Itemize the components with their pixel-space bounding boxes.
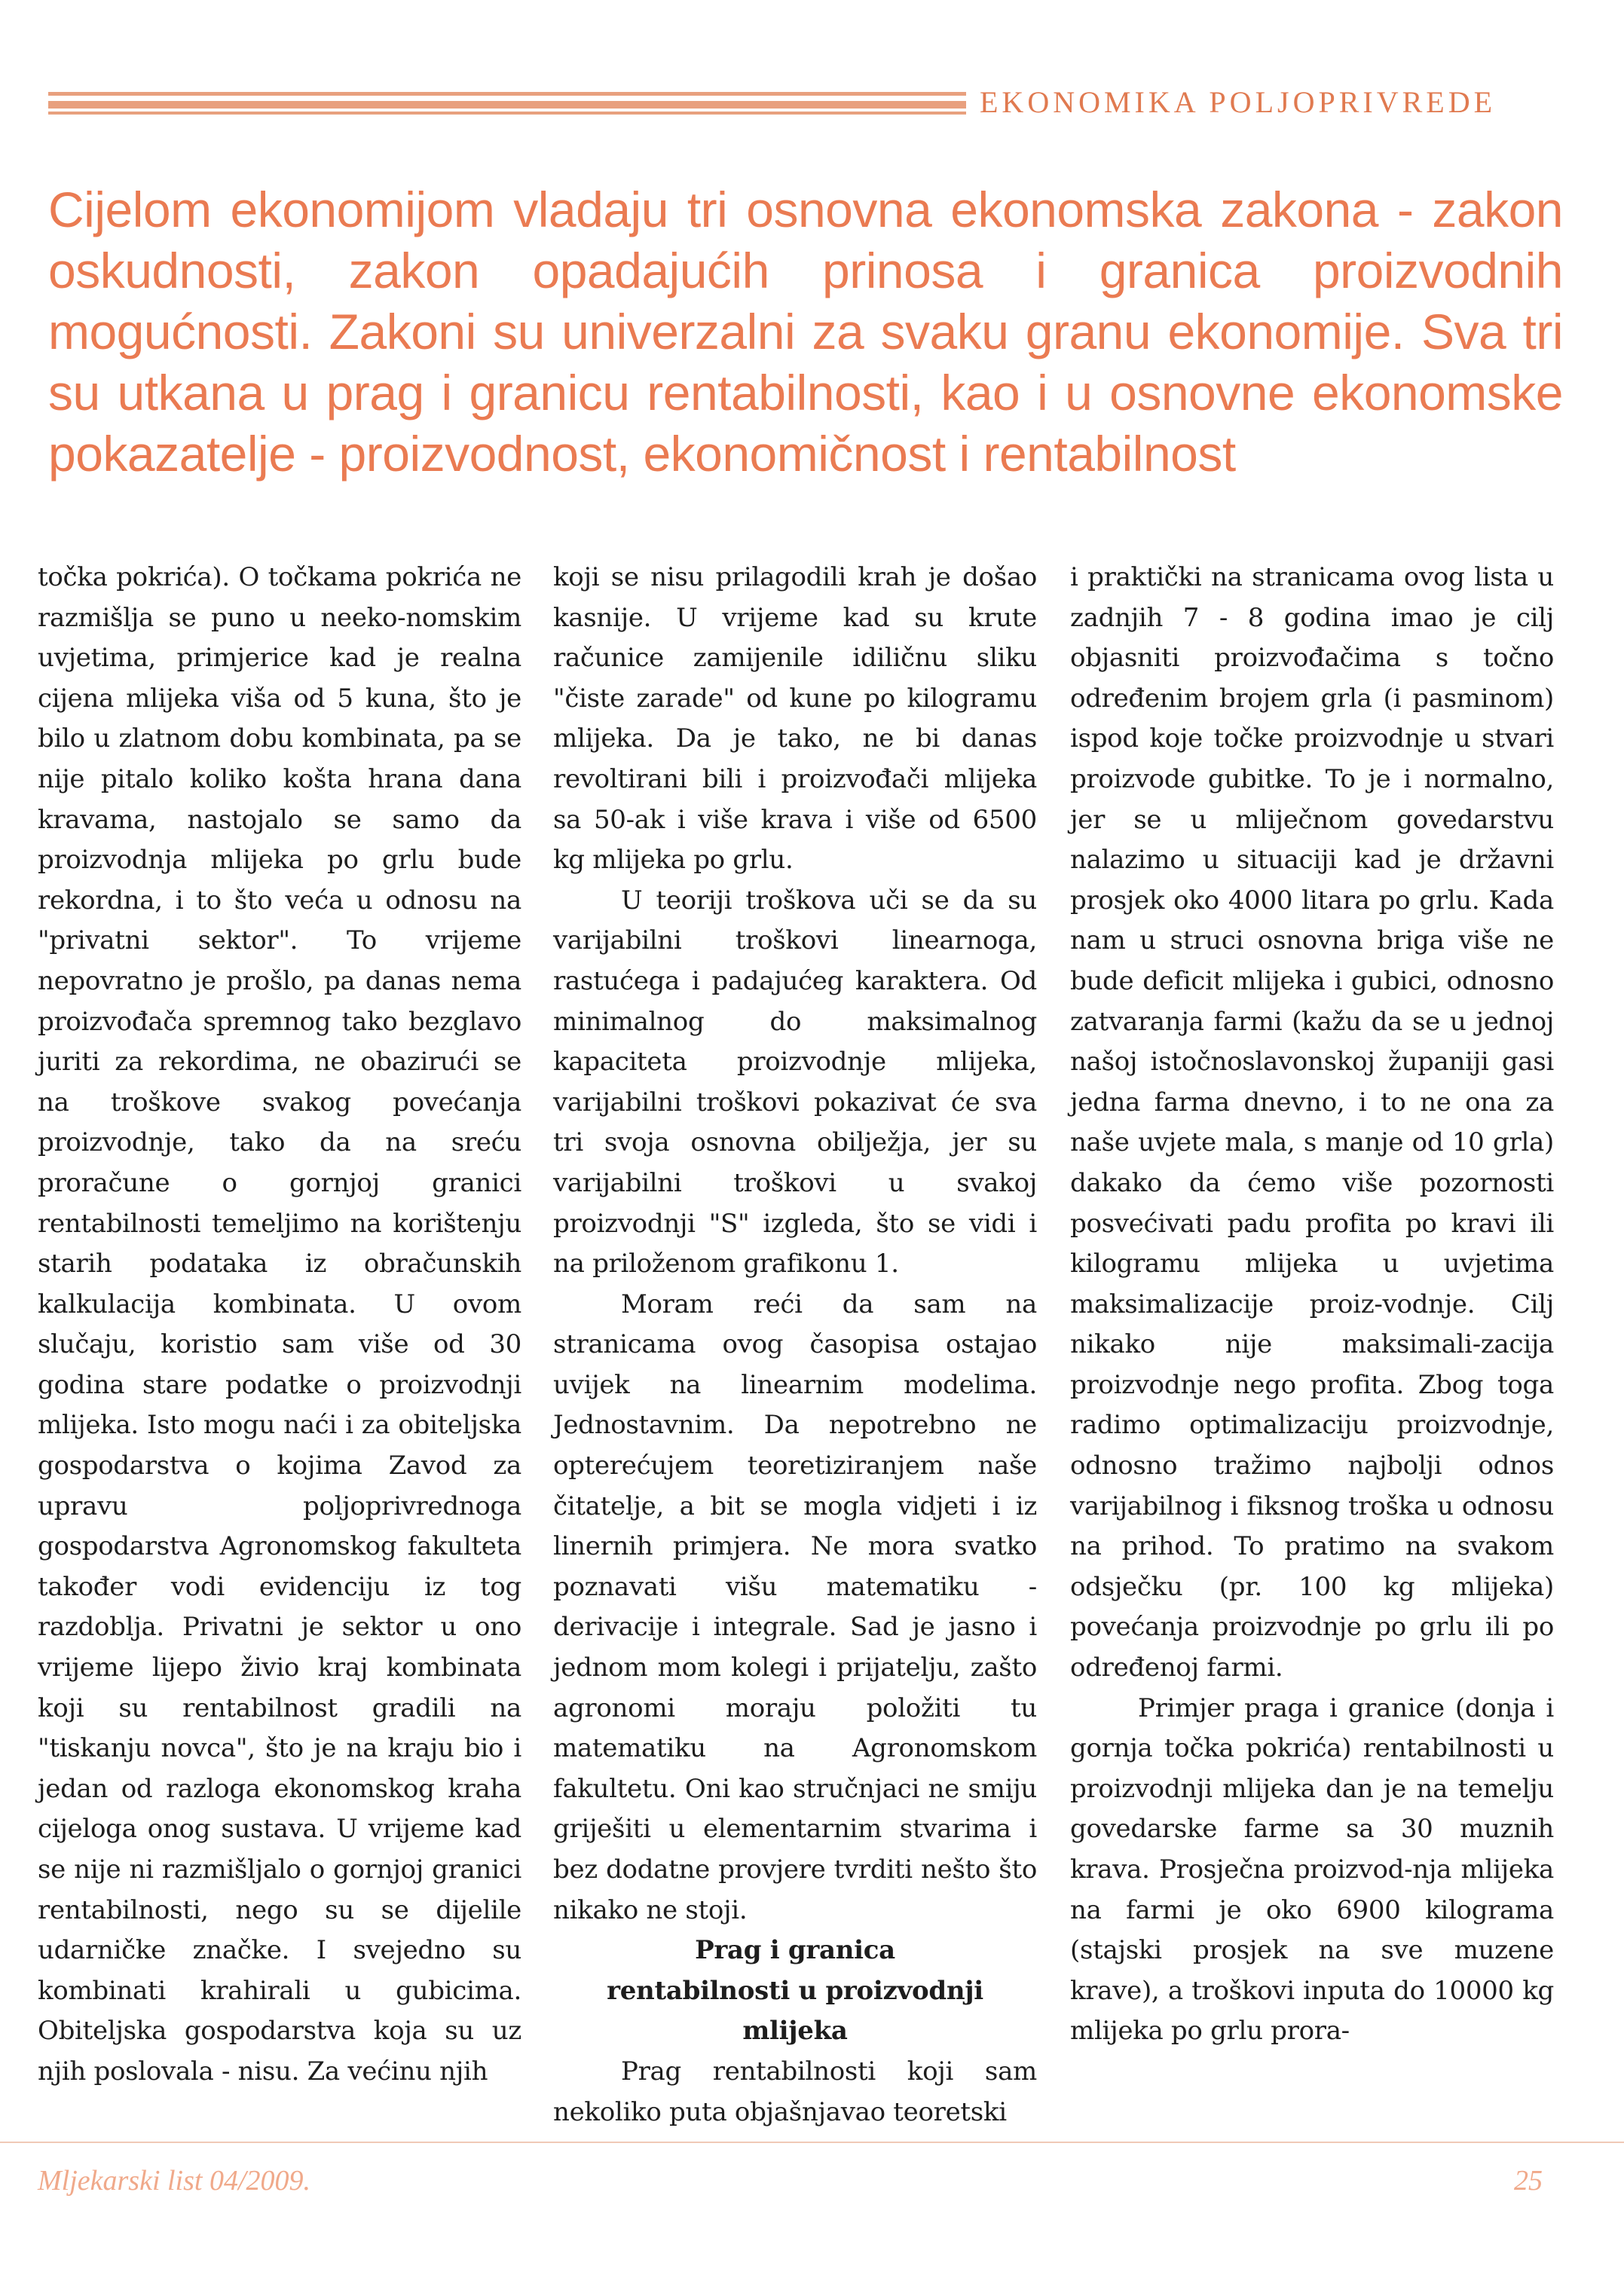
- page-number: 25: [1514, 2165, 1543, 2197]
- paragraph: Moram reći da sam na stranicama ovog časopisa ostajao uvijek na linearnim modelima. Jednostavnim. Da nepotrebno ne opterećujem teoretiziranjem naše čitatelje, a bit se mogla vidjeti i iz linernih primjera. Ne mora svatko poznavati višu matematiku - derivacije i integrale. Sad je jasno i jednom mom kolegi i prijatelju, zašto agronomi moraju položiti tu matematiku na Agronomskom fakultetu. Oni kao stručnjaci ne smiju griješiti u elementarnim stvarima i bez dodatne provjere tvrditi nešto što nikako ne stoji.: [553, 1289, 1037, 1925]
- paragraph: U teoriji troškova uči se da su varijabilni troškovi linearnoga, rastućega i padajućeg karaktera. Od minimalnog do maksimalnog kapaciteta proizvodnje mlijeka, varijabilni troškovi pokazivat će sva tri svoja osnovna obilježja, jer su varijabilni troškovi u svakoj proizvodnji "S" izgleda, što se vidi i na priloženom grafikonu 1.: [553, 885, 1037, 1280]
- paragraph: točka pokrića). O točkama pokrića ne razmišlja se puno u neeko-nomskim uvjetima, primjerice kad je realna cijena mlijeka viša od 5 kuna, što je bilo u zlatnom dobu kombinata, pa se nije pitalo koliko košta hrana dana kravama, nastojalo se samo da proizvodnja mlijeka po grlu bude rekordna, i to što veća u odnosu na "privatni sektor". To vrijeme nepovratno je prošlo, pa danas nema proizvođača spremnog tako bezglavo juriti za rekordima, ne obazirući se na troškove svakog povećanja proizvodnje, tako da na sreću proračune o gornjoj granici rentabilnosti temeljimo na korištenju starih podataka iz obračunskih kalkulacija kombinata. U ovom slučaju, koristio sam više od 30 godina stare podatke o proizvodnji mlijeka. Isto mogu naći i za obiteljska gospodarstva o kojima Zavod za upravu poljoprivrednoga gospodarstva Agronomskog fakulteta također vodi evidenciju iz tog razdoblja. Privatni je sektor u ono vrijeme lijepo živio kraj kombinata koji su rentabilnost gradili na "tiskanju novca", što je na kraju bio i jedan od razloga ekonomskog kraha cijeloga onog sustava. U vrijeme kad se nije ni razmišljalo o gornjoj granici rentabilnosti, nego su se dijelile udarničke značke. I svejedno su kombinati krahirali u gubicima. Obiteljska gospodarstva koja su uz njih poslovala - nisu. Za većinu njih: [38, 562, 521, 2087]
- header-rule-line: [48, 112, 966, 115]
- section-heading-line: Prag i granica: [695, 1935, 895, 1966]
- paragraph: Primjer praga i granice (donja i gornja točka pokrića) rentabilnosti u proizvodnji mlijeka dan je na temelju govedarske farme sa 30 muznih krava. Prosječna proizvod-nja mlijeka na farmi je oko 6900 kilograma (stajski prosjek na sve muzene krave), a troškovi inputa do 10000 kg mlijeka po grlu prora-: [1070, 1692, 1554, 2047]
- text-column-2: [553, 558, 1037, 2133]
- paragraph: Prag rentabilnosti koji sam nekoliko puta objašnjavao teoretski: [553, 2056, 1037, 2127]
- header-rule-line: [48, 101, 966, 109]
- paragraph: koji se nisu prilagodili krah je došao kasnije. U vrijeme kad su krute računice zamijenile idiličnu sliku "čiste zarade" od kune po kilogramu mlijeka. Da je tako, ne bi danas revoltirani bili i proizvođači mlijeka sa 50-ak i više krava i više od 6500 kg mlijeka po grlu.: [553, 562, 1037, 876]
- section-label: EKONOMIKA POLJOPRIVREDE: [980, 85, 1497, 119]
- paragraph: i praktički na stranicama ovog lista u zadnjih 7 - 8 godina imao je cilj objasniti proizvođačima s točno određenim brojem grla (i pasminom) ispod koje točke proizvodnje u stvari proizvode gubitke. To je i normalno, jer se u mliječnom govedarstvu nalazimo u situaciji kad je državni prosjek oko 4000 litara po grlu. Kada nam u struci osnovna briga više ne bude deficit mlijeka i gubici, odnosno zatvaranja farmi (kažu da se u jednoj našoj istočnoslavonskoj županiji gasi jedna farma dnevno, i to ne ona za naše uvjete mala, s manje od 10 grla) dakako da ćemo više pozornosti posvećivati padu profita po kravi ili kilogramu mlijeka u uvjetima maksimalizacije proiz-vodnje. Cilj nikako nije maksimali-zacija proizvodnje nego profita. Zbog toga radimo optimalizaciju proizvodnje, odnosno tražimo najbolji odnos varijabilnog i fiksnog troška u odnosu na prihod. To pratimo na svakom odsječku (pr. 100 kg mlijeka) povećanja proizvodnje po grlu ili po određenoj farmi.: [1070, 562, 1554, 1683]
- section-heading: [553, 1931, 1037, 2052]
- journal-citation: Mljekarski list 04/2009.: [38, 2165, 311, 2197]
- text-column-1: [38, 558, 521, 2093]
- footer-rule: [0, 2142, 1624, 2143]
- header-rule-line: [48, 92, 966, 96]
- section-heading-line: rentabilnosti u proizvodnji: [607, 1975, 983, 2006]
- text-column-3: [1070, 558, 1554, 2052]
- section-heading-line: mlijeka: [742, 2016, 848, 2047]
- lead-paragraph: Cijelom ekonomijom vladaju tri osnovna ekonomska zakona - zakon oskudnosti, zakon opadajućih prinosa i granica proizvodnih mogućnosti. Zakoni su univerzalni za svaku granu ekonomije. Sva tri su utkana u prag i granicu rentabilnosti, kao i u osnovne ekonomske pokazatelje - proizvodnost, ekonomičnost i rentabilnost: [48, 182, 1563, 482]
- header-rule: [48, 92, 966, 115]
